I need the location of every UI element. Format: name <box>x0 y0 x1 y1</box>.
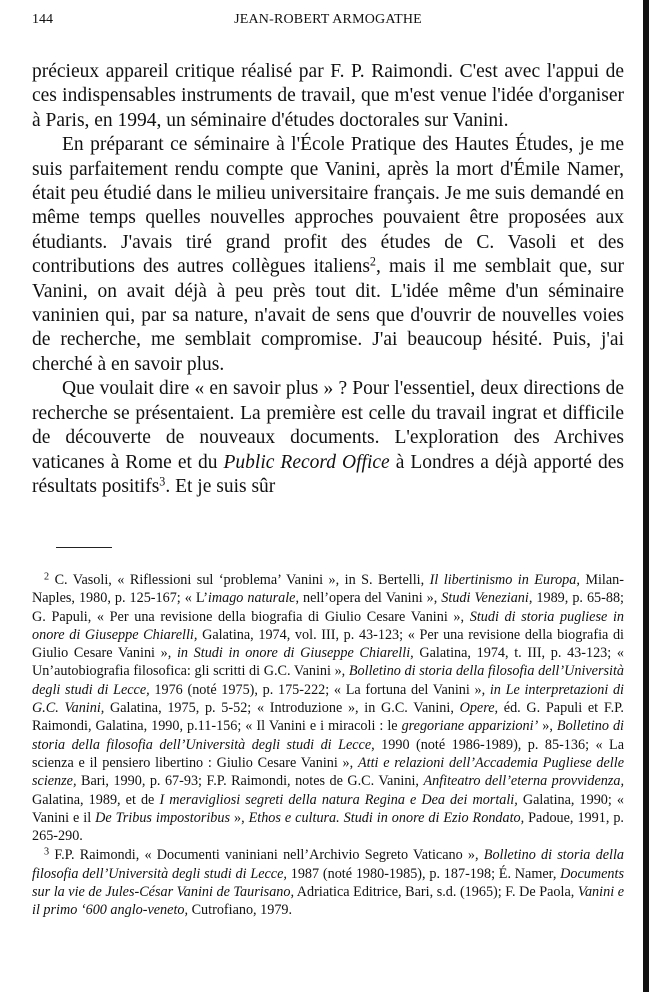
footnote-3 <box>32 846 624 919</box>
page-number: 144 <box>32 12 53 27</box>
paragraph-1: précieux appareil critique réalisé par F. P. Raimondi. C'est avec l'appui de ces indispensables instruments de travail, que m'est venue l'idée d'organiser à Paris, en 1994, un séminaire d'études doctorales sur Vanini. <box>32 61 624 131</box>
italic-term: Public Record Office <box>223 451 390 473</box>
footnote-separator <box>56 547 112 548</box>
footnote-ref-2: 2 <box>369 254 376 269</box>
footnote-2-text: C. Vasoli, « Riflessioni sul ‘problema’ Vanini », in S. Bertelli, Il libertinismo in Europa, Milan-Naples, 1980, p. 125-167; « L’imago naturale, nell’opera del Vanini », Studi Veneziani, 1989, p. 65-88; G. Papuli, « Per una revisione della biografia di Giulio Cesare Vanini », Studi di storia pugliese in onore di Giuseppe Chiarelli, Galatina, 1974, vol. III, p. 43-123; « Per una revisione della biografia di Giulio Cesare Vanini », in Studi in onore di Giuseppe Chiarelli, Galatina, 1974, t. III, p. 43-123; « Un’autobiografia filosofica: gli scritti di G.C. Vanini », Bolletino di storia della filosofia dell’Università degli studi di Lecce, 1976 (noté 1975), p. 175-222; « La fortuna del Vanini », in Le interpretazioni di G.C. Vanini, Galatina, 1975, p. 5-52; « Introduzione », in G.C. Vanini, Opere, éd. G. Papuli et F.P. Raimondi, Galatina, 1990, p.11-156; « Il Vanini e i miracoli : le gregoriane apparizioni’ », Bolletino di storia della filosofia dell’Università degli studi di Lecce, 1990 (noté 1986-1989), p. 85-136; « La scienza e il pensiero libertino : Giulio Cesare Vanini », Atti e relazioni dell’Accademia Pugliese delle scienze, Bari, 1990, p. 67-93; F.P. Raimondi, notes de G.C. Vanini, Anfiteatro dell’eterna provvidenza, Galatina, 1989, et de I meravigliosi segreti della natura Regina e Dea dei mortali, Galatina, 1990; « Vanini e il De Tribus impostoribus », Ethos e cultura. Studi in onore di Ezio Rondato, Padoue, 1991, p. 265-290. <box>32 572 625 845</box>
footnote-2 <box>32 571 624 845</box>
footnote-number: 2 <box>44 571 50 583</box>
footnotes <box>32 571 624 921</box>
footnote-ref-3: 3 <box>159 474 166 489</box>
book-page <box>32 0 624 992</box>
paragraph-3: Que voulait dire « en savoir plus » ? Pour l'essentiel, deux directions de recherche se présentaient. La première est celle du travail ingrat et difficile de découverte de nouveaux documents. L'exploration des Archives vaticanes à Rome et du Public Record Office à Londres a déjà apporté des résultats positifs$^3$. Et je suis sûr <box>32 378 624 497</box>
footnote-number: 3 <box>44 846 50 858</box>
paragraph-2: En préparant ce séminaire à l'École Pratique des Hautes Études, je me suis parfaitement rendu compte que Vanini, après la mort d'Émile Namer, était peu étudié dans le milieu universitaire français. Je me suis demandé en même temps quelles nouvelles approches pouvaient être proposées aux étudiants. J'avais tiré grand profit des études de C. Vasoli et des contributions des autres collègues italiens$^2$, mais il me semblait que, sur Vanini, on avait déjà à peu près tout dit. L'idée même d'un séminaire vaninien qui, par sa nature, n'avait de sens que d'ouvrir de nouvelles voies de recherche, me semblait compromise. J'ai beaucoup hésité. Puis, j'ai cherché à en savoir plus. <box>32 134 625 375</box>
running-header <box>32 12 624 32</box>
scan-edge-border <box>643 0 649 992</box>
running-title: JEAN-ROBERT ARMOGATHE <box>234 12 422 27</box>
footnote-3-text: F.P. Raimondi, « Documenti vaniniani nell’Archivio Segreto Vaticano », Bolletino di storia della filosofia dell’Università degli studi di Lecce, 1987 (noté 1980-1985), p. 187-198; É. Namer, Documents sur la vie de Jules-César Vanini de Taurisano, Adriatica Editrice, Bari, s.d. (1965); F. De Paola, Vanini e il primo ‘600 anglo-veneto, Cutrofiano, 1979. <box>32 847 624 919</box>
main-text <box>32 60 624 499</box>
